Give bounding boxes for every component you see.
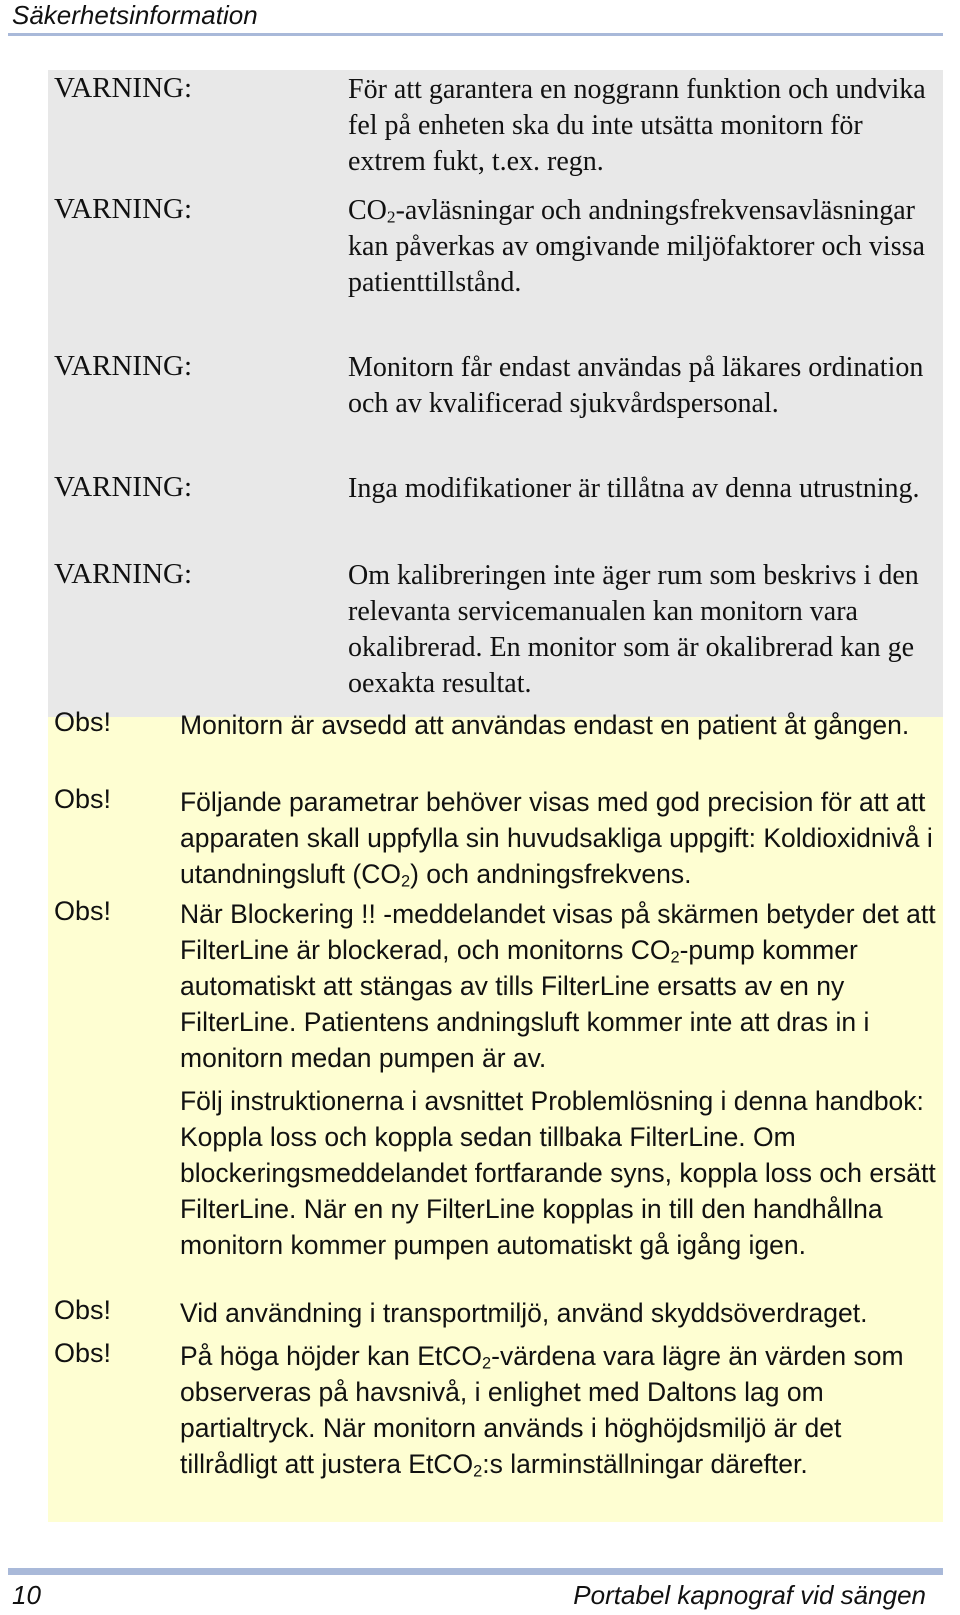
warning-label: VARNING: xyxy=(54,72,193,104)
note-label: Obs! xyxy=(54,784,112,814)
note-continuation: Följ instruktionerna i avsnittet Problemlösning i denna handbok: Koppla loss och koppla sedan tillbaka FilterLine. Om blockeringsmeddelandet fortfarande syns, koppla loss och ersätt FilterLine. När en ny FilterLine kopplas in till den handhållna monitorn kommer pumpen automatiskt gå igång igen. xyxy=(180,1086,936,1260)
warning-text: Monitorn får endast användas på läkares ordination och av kvalificerad sjukvårdspersonal. xyxy=(348,352,924,419)
warning-text: Inga modifikationer är tillåtna av denna utrustning. xyxy=(348,473,920,504)
warnings-block xyxy=(48,70,943,717)
page-header-title: Säkerhetsinformation xyxy=(12,0,258,30)
note-text: När Blockering !! -meddelandet visas på skärmen betyder det att FilterLine är blockerad, och monitorns $CO_2$-pump kommer automatiskt att stängas av tills FilterLine ersatts av en ny FilterLine. Patientens andningsluft kommer inte att dras in i monitorn medan pumpen är av. Följ instruktionerna i avsnittet Problemlösning i denna handbok: Koppla loss och koppla sedan tillbaka FilterLine. Om blockeringsmeddelandet fortfarande syns, koppla loss och ersätt FilterLine. När en ny FilterLine kopplas in till den handhållna monitorn kommer pumpen automatiskt gå igång igen. xyxy=(180,896,945,1263)
warning-text: Om kalibreringen inte äger rum som beskrivs i den relevanta servicemanualen kan monitorn vara okalibrerad. En monitor som är okalibrerad kan ge oexakta resultat. xyxy=(348,560,919,699)
note-text: Monitorn är avsedd att användas endast en patient åt gången. xyxy=(180,710,910,740)
warning-label: VARNING: xyxy=(54,558,193,590)
note-label: Obs! xyxy=(54,707,112,737)
warning-label: VARNING: xyxy=(54,471,193,503)
note-label: Obs! xyxy=(54,896,112,926)
note-text: Vid användning i transportmiljö, använd skyddsöverdraget. xyxy=(180,1298,868,1328)
warning-label: VARNING: xyxy=(54,193,193,225)
note-text: Följande parametrar behöver visas med god precision för att att apparaten skall uppfylla sin huvudsakliga uppgift: Koldioxidnivå i utandningsluft $(CO_2)$ och andningsfrekvens. xyxy=(180,787,933,891)
footer-title: Portabel kapnograf vid sängen xyxy=(573,1580,926,1610)
header-rule xyxy=(8,33,943,36)
page-number: 10 xyxy=(12,1580,41,1610)
footer-rule xyxy=(8,1568,943,1575)
notes-block xyxy=(48,707,943,1522)
warning-label: VARNING: xyxy=(54,350,193,382)
note-text: På höga höjder kan EtCO$_2$-värdena vara lägre än värden som observeras på havsnivå, i enlighet med Daltons lag om partialtryck. När monitorn används i höghöjdsmiljö är det tillrådligt att justera EtCO$_2$:s larminställningar därefter. xyxy=(180,1341,904,1481)
warning-text: $CO_2$-avläsningar och andningsfrekvensavläsningar kan påverkas av omgivande miljöfaktorer och vissa patienttillstånd. xyxy=(348,195,925,298)
note-label: Obs! xyxy=(54,1295,112,1325)
warning-text: För att garantera en noggrann funktion och undvika fel på enheten ska du inte utsätta monitorn för extrem fukt, t.ex. regn. xyxy=(348,74,926,177)
note-label: Obs! xyxy=(54,1338,112,1368)
